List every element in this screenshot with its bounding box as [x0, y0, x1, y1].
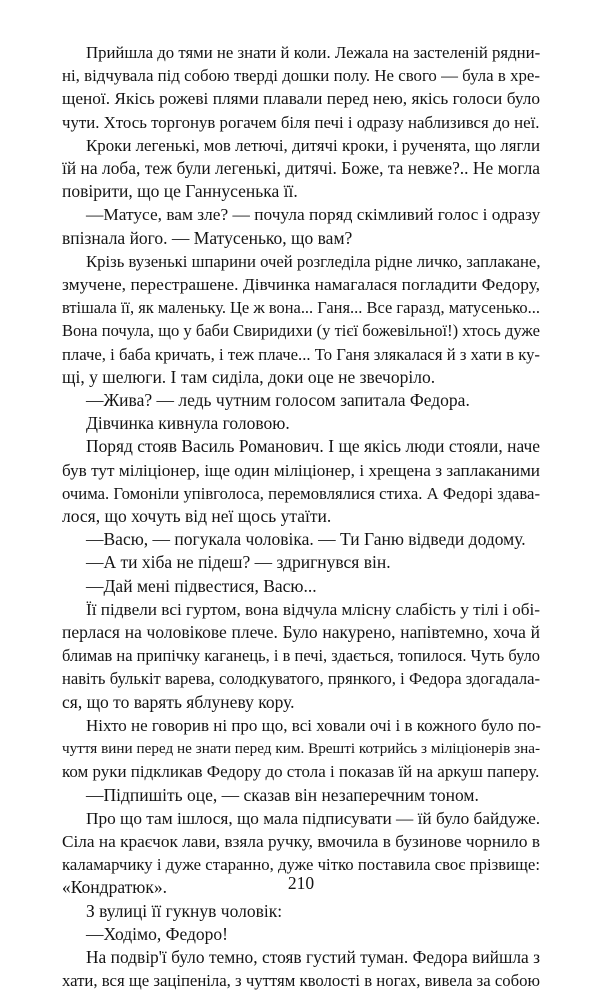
text-line: впізнала його. — Матусенько, що вам?: [62, 227, 353, 248]
text-line: їй на лоба, теж були легенькі, дитячі. Боже, та невже?.. Не могла: [62, 158, 540, 179]
text-line: хати, вся ще заціпеніла, з чуттям кволості в ногах, вивела за собою: [62, 971, 540, 991]
text-line: перлася на чоловікове плече. Було накурено, напівтемно, хоча й: [62, 622, 540, 643]
text-line: —Підпишіть оце, — сказав він незаперечним тоном.: [86, 784, 479, 805]
paragraph: [62, 923, 540, 946]
text-line: —Дай мені підвестися, Васю...: [86, 575, 317, 596]
text-line: щеної. Якісь рожеві плями плавали перед нею, якісь голоси було: [62, 89, 540, 109]
text-line: лося, що хочуть від неї щось утаїти.: [62, 506, 332, 527]
paragraph: [62, 389, 540, 412]
text-line: Вона почула, що у баби Свиридихи (у тієї божевільної!) хтось дуже: [62, 321, 540, 341]
text-line: —Матусе, вам зле? — почула поряд скімливий голос і одразу: [86, 205, 541, 225]
text-line: щі, у шелюги. І там сиділа, доки оце не звечоріло.: [62, 366, 436, 387]
paragraph: [62, 250, 540, 389]
text-line: ком руки підкликав Федору до стола і показав їй на аркуш паперу.: [62, 762, 540, 782]
paragraph: [62, 528, 540, 551]
text-line: Сіла на краєчок лави, взяла ручку, вмочила в бузинове чорнило в: [62, 831, 540, 851]
paragraph: [62, 134, 540, 204]
text-line: навіть булькіт варева, солодкуватого, прянкого, і Федора здогадала-: [62, 669, 540, 689]
paragraph: [62, 946, 540, 992]
text-line: ні, відчувала під собою тверді дошки полу. Не свого — була в хре-: [62, 66, 540, 86]
paragraph: [62, 551, 540, 574]
text-line: ся, що то варять яблуневу кору.: [62, 691, 295, 712]
text-line: чуття вини перед не знати перед ким. Врешті котрийсь з міліціонерів зна-: [62, 740, 540, 758]
text-line: —Жива? — ледь чутним голосом запитала Федора.: [86, 390, 470, 411]
paragraph: [62, 435, 540, 528]
text-line: повірити, що це Ганнусенька її.: [62, 181, 298, 202]
paragraph: [62, 598, 540, 714]
text-line: блимав на припічку каганець, і в печі, здається, топилося. Чуть було: [62, 646, 540, 666]
page-number: 210: [287, 873, 315, 893]
text-line: Поряд стояв Василь Романович. І ще якісь люди стояли, наче: [86, 436, 540, 457]
text-line: На подвір'ї було темно, стояв густий туман. Федора вийшла з: [86, 947, 540, 967]
text-line: плаче, і баба кричать, і теж плаче... То Ганя злякалася й з хати в ку-: [62, 344, 540, 364]
text-line: був тут міліціонер, іще один міліціонер, і хрещена з заплаканими: [62, 460, 540, 480]
text-line: Її підвели всі гуртом, вона відчула млісну слабість у тілі і обі-: [86, 599, 541, 619]
text-line: З вулиці її гукнув чоловік:: [86, 900, 283, 921]
text-line: чути. Хтось торгонув рогачем біля печі і одразу наблизився до неї.: [62, 112, 540, 132]
text-line: очима. Гомоніли упівголоса, перемовлялися стиха. А Федорі здава-: [62, 483, 540, 503]
paragraph: [62, 203, 540, 249]
text-line: —А ти хіба не підеш? — здригнувся він.: [86, 552, 391, 573]
text-line: —Ходімо, Федоро!: [86, 923, 228, 944]
text-line: —Васю, — погукала чоловіка. — Ти Ганю відведи додому.: [86, 529, 526, 550]
text-line: Дівчинка кивнула головою.: [86, 413, 290, 434]
paragraph: [62, 575, 540, 598]
body-text: [62, 41, 540, 992]
text-line: змучене, перестрашене. Дівчинка намагалася погладити Федору,: [62, 275, 540, 295]
text-line: Крізь вузенькі шпарини очей розгледіла рідне личко, заплакане,: [86, 251, 541, 271]
paragraph: [62, 784, 540, 807]
text-line: каламарчику і дуже старанно, дуже чітко поставила своє прізвище:: [62, 855, 540, 875]
paragraph: [62, 714, 540, 784]
paragraph: [62, 900, 540, 923]
text-line: Прийшла до тями не знати й коли. Лежала на застеленій рядни-: [86, 43, 541, 62]
paragraph: [62, 41, 540, 134]
text-line: втішала її, як маленьку. Це ж вона... Ганя... Все гаразд, матусенько...: [62, 298, 540, 318]
text-line: «Кондратюк».: [62, 877, 167, 898]
paragraph: [62, 412, 540, 435]
text-line: Кроки легенькі, мов летючі, дитячі кроки, і рученята, що лягли: [86, 135, 540, 155]
text-line: Про що там ішлося, що мала підписувати — їй було байдуже.: [86, 808, 541, 828]
book-page: [62, 41, 542, 991]
text-line: Ніхто не говорив ні про що, всі ховали очі і в кожного було по-: [86, 715, 542, 735]
